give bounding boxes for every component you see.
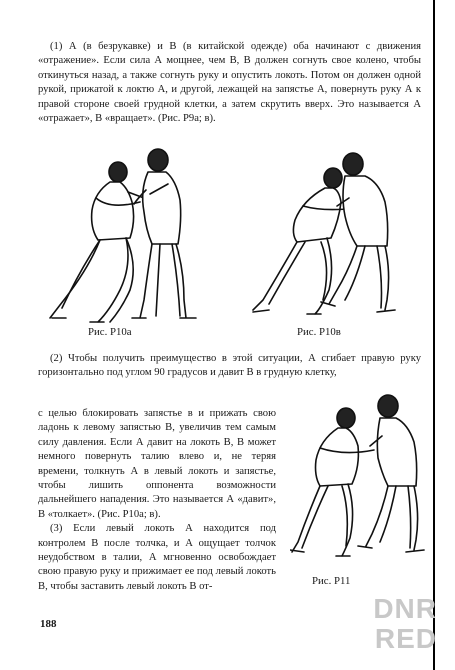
paragraph-3a: с целью блокировать запястье в и прижать свою ладонь к левому запястью В, увеличив тем самым силу давления. Если А давит на локоть В, В может немного повернуть талию влево и, не теряя времени, толкнуть А в левый локоть и запястье, чтобы лишить оппонента возможности дальнейшего нападения. Это называется А «давит», В «толкает». (Рис. Р10а; в). (38, 408, 276, 520)
paragraph-2: (2) Чтобы получить преимущество в этой ситуации, А сгибает правую руку горизонтально под углом 90 градусов и давит В в грудную клетку, (38, 353, 421, 379)
figure-p11 (290, 390, 425, 565)
figure-p10a (40, 140, 210, 325)
paragraph-3b: (3) Если левый локоть А находится под контролем В после толчка, и А ощущает толчок неудобством в талии, А мгновенно освобождает свою правую руку и прижимает ее под левый локоть В, чтобы заставить левый локоть В от- (38, 523, 276, 592)
figure-p10v (245, 150, 420, 325)
paragraph-3-block (38, 407, 276, 594)
caption-fig-left: Рис. Р10а (88, 326, 132, 338)
page-edge-line (433, 0, 435, 670)
watermark-logo (345, 594, 437, 654)
watermark-line-1: DNR (373, 593, 437, 624)
watermark-line-2: RED (374, 623, 437, 654)
paragraph-1: (1) А (в безрукавке) и В (в китайской одежде) оба начинают с движения «отражение». Если сила А мощнее, чем В, В должен согнуть свое колено, чтобы откинуться назад, а также согнуть руку и опустить локоть. Потом он должен одной рукой, прижатой к локтю А, и другой, лежащей на запястье А, повернуть руку А к правой стороне своей грудной клетки, а затем скрутить вверх. Это называется А «отражает», В «вращает». (Рис. Р9а; в). (38, 41, 421, 125)
page-number: 188 (40, 618, 57, 630)
caption-fig-right: Рис. Р10в (297, 326, 341, 338)
caption-fig-bottom: Рис. Р11 (312, 575, 351, 587)
